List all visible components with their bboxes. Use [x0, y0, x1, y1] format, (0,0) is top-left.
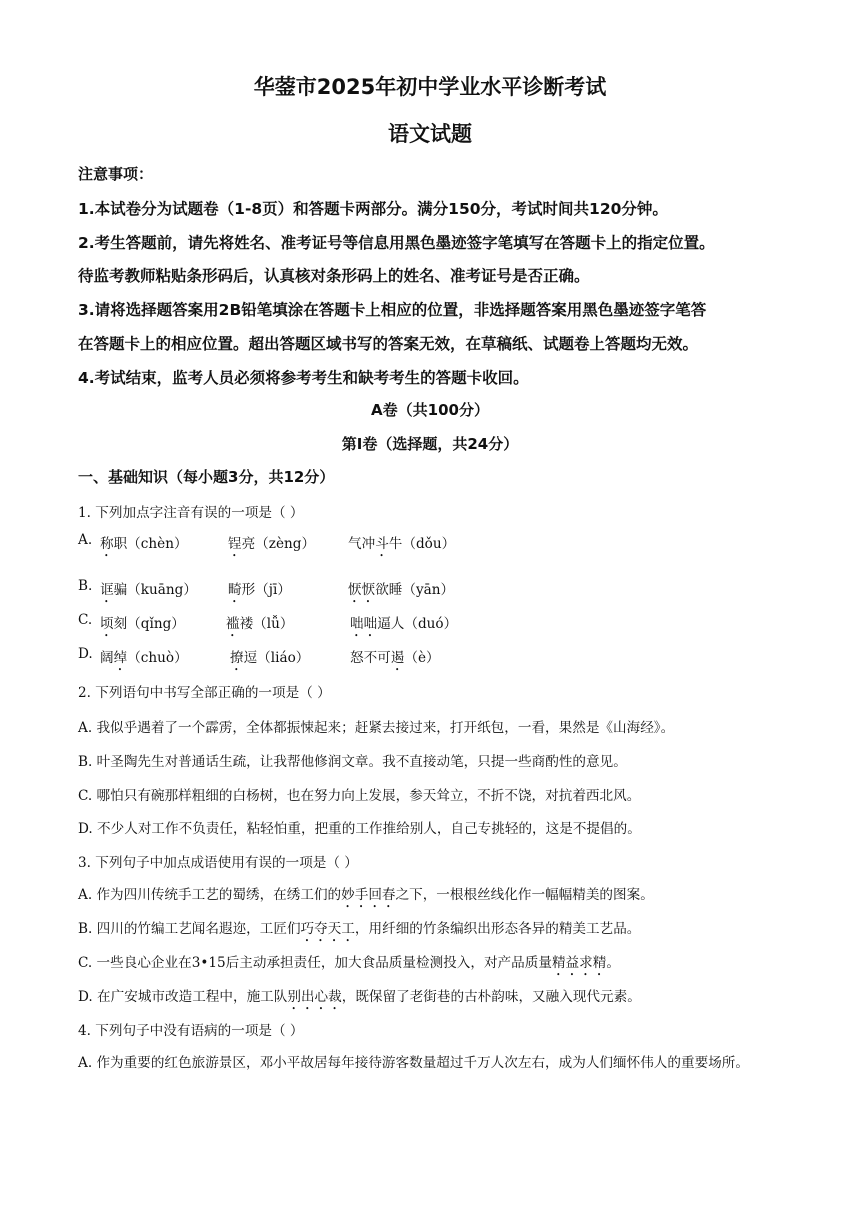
option-letter: C. — [78, 612, 93, 628]
q3-option-b: B. 四川的竹编工艺闻名遐迩，工匠们巧夺天工，用纤细的竹条编织出形态各异的精美工艺品。 — [78, 921, 641, 937]
question-2-stem: 2. 下列语句中书写全部正确的一项是（ ） — [78, 685, 331, 701]
option-item: 撩逗（liáo） — [230, 650, 310, 666]
option-item: 咄咄逼人（duó） — [350, 616, 458, 632]
option-item: 称职（chèn） — [100, 536, 188, 552]
option-item: 阔绰（chuò） — [100, 650, 188, 666]
notice-item: 4.考试结束，监考人员必须将参考考生和缺考考生的答题卡收回。 — [78, 369, 529, 387]
q2-option: B. 叶圣陶先生对普通话生疏，让我帮他修润文章。我不直接动笔，只提一些商酌性的意见。 — [78, 754, 627, 770]
volume-a-heading: A卷（共100分） — [371, 401, 489, 419]
q4-option-a: A. 作为重要的红色旅游景区，邓小平故居每年接待游客数量超过千万人次左右，成为人们缅怀伟人的重要场所。 — [78, 1055, 749, 1071]
option-item: 褴褛（lǚ） — [226, 616, 294, 632]
question-1-stem: 1. 下列加点字注音有误的一项是（ ） — [78, 505, 304, 521]
q2-option: D. 不少人对工作不负责任，粘轻怕重，把重的工作推给别人，自己专挑轻的，这是不提倡的。 — [78, 821, 641, 837]
notice-item: 待监考教师粘贴条形码后，认真核对条形码上的姓名、准考证号是否正确。 — [78, 267, 590, 285]
notice-item: 3.请将选择题答案用2B铅笔填涂在答题卡上相应的位置，非选择题答案用黑色墨迹签字笔答 — [78, 301, 707, 319]
exam-title: 华蓥市2025年初中学业水平诊断考试 — [253, 75, 607, 99]
option-item: 怒不可遏（è） — [350, 650, 440, 666]
option-item: 气冲斗牛（dǒu） — [348, 536, 456, 552]
notice-item: 2.考生答题前，请先将姓名、准考证号等信息用黑色墨迹签字笔填写在答题卡上的指定位置。 — [78, 234, 715, 252]
option-letter: D. — [78, 646, 93, 662]
q2-option: A. 我似乎遇着了一个霹雳，全体都振悚起来；赶紧去接过来，打开纸包，一看，果然是《山海经》。 — [78, 720, 675, 736]
q2-option: C. 哪怕只有碗那样粗细的白杨树，也在努力向上发展，参天耸立，不折不饶，对抗着西北风。 — [78, 788, 641, 804]
question-4-stem: 4. 下列句子中没有语病的一项是（ ） — [78, 1023, 304, 1039]
option-item: 锃亮（zèng） — [228, 536, 316, 552]
q3-option-d: D. 在广安城市改造工程中，施工队别出心裁，既保留了老街巷的古朴韵味，又融入现代元素。 — [78, 989, 641, 1005]
section-1-heading: 一、基础知识（每小题3分，共12分） — [78, 468, 335, 486]
notice-heading: 注意事项： — [78, 165, 154, 183]
question-3-stem: 3. 下列句子中加点成语使用有误的一项是（ ） — [78, 855, 358, 871]
exam-subject: 语文试题 — [388, 122, 472, 146]
notice-item: 在答题卡上的相应位置。超出答题区域书写的答案无效，在草稿纸、试题卷上答题均无效。 — [78, 335, 699, 353]
option-item: 诓骗（kuāng） — [100, 582, 197, 598]
option-item: 畸形（jī） — [228, 582, 291, 598]
q3-option-c: C. 一些良心企业在3•15后主动承担责任，加大食品质量检测投入，对产品质量精益求精。 — [78, 955, 620, 971]
part-1-heading: 第Ⅰ卷（选择题，共24分） — [341, 435, 519, 453]
option-item: 顷刻（qǐng） — [100, 616, 185, 632]
option-letter: B. — [78, 578, 93, 594]
notice-item: 1.本试卷分为试题卷（1-8页）和答题卡两部分。满分150分，考试时间共120分钟。 — [78, 200, 668, 218]
option-item: 恹恹欲睡（yān） — [348, 582, 455, 598]
q3-option-a: A. 作为四川传统手工艺的蜀绣，在绣工们的妙手回春之下，一根根丝线化作一幅幅精美的图案。 — [78, 887, 654, 903]
option-letter: A. — [78, 532, 93, 548]
